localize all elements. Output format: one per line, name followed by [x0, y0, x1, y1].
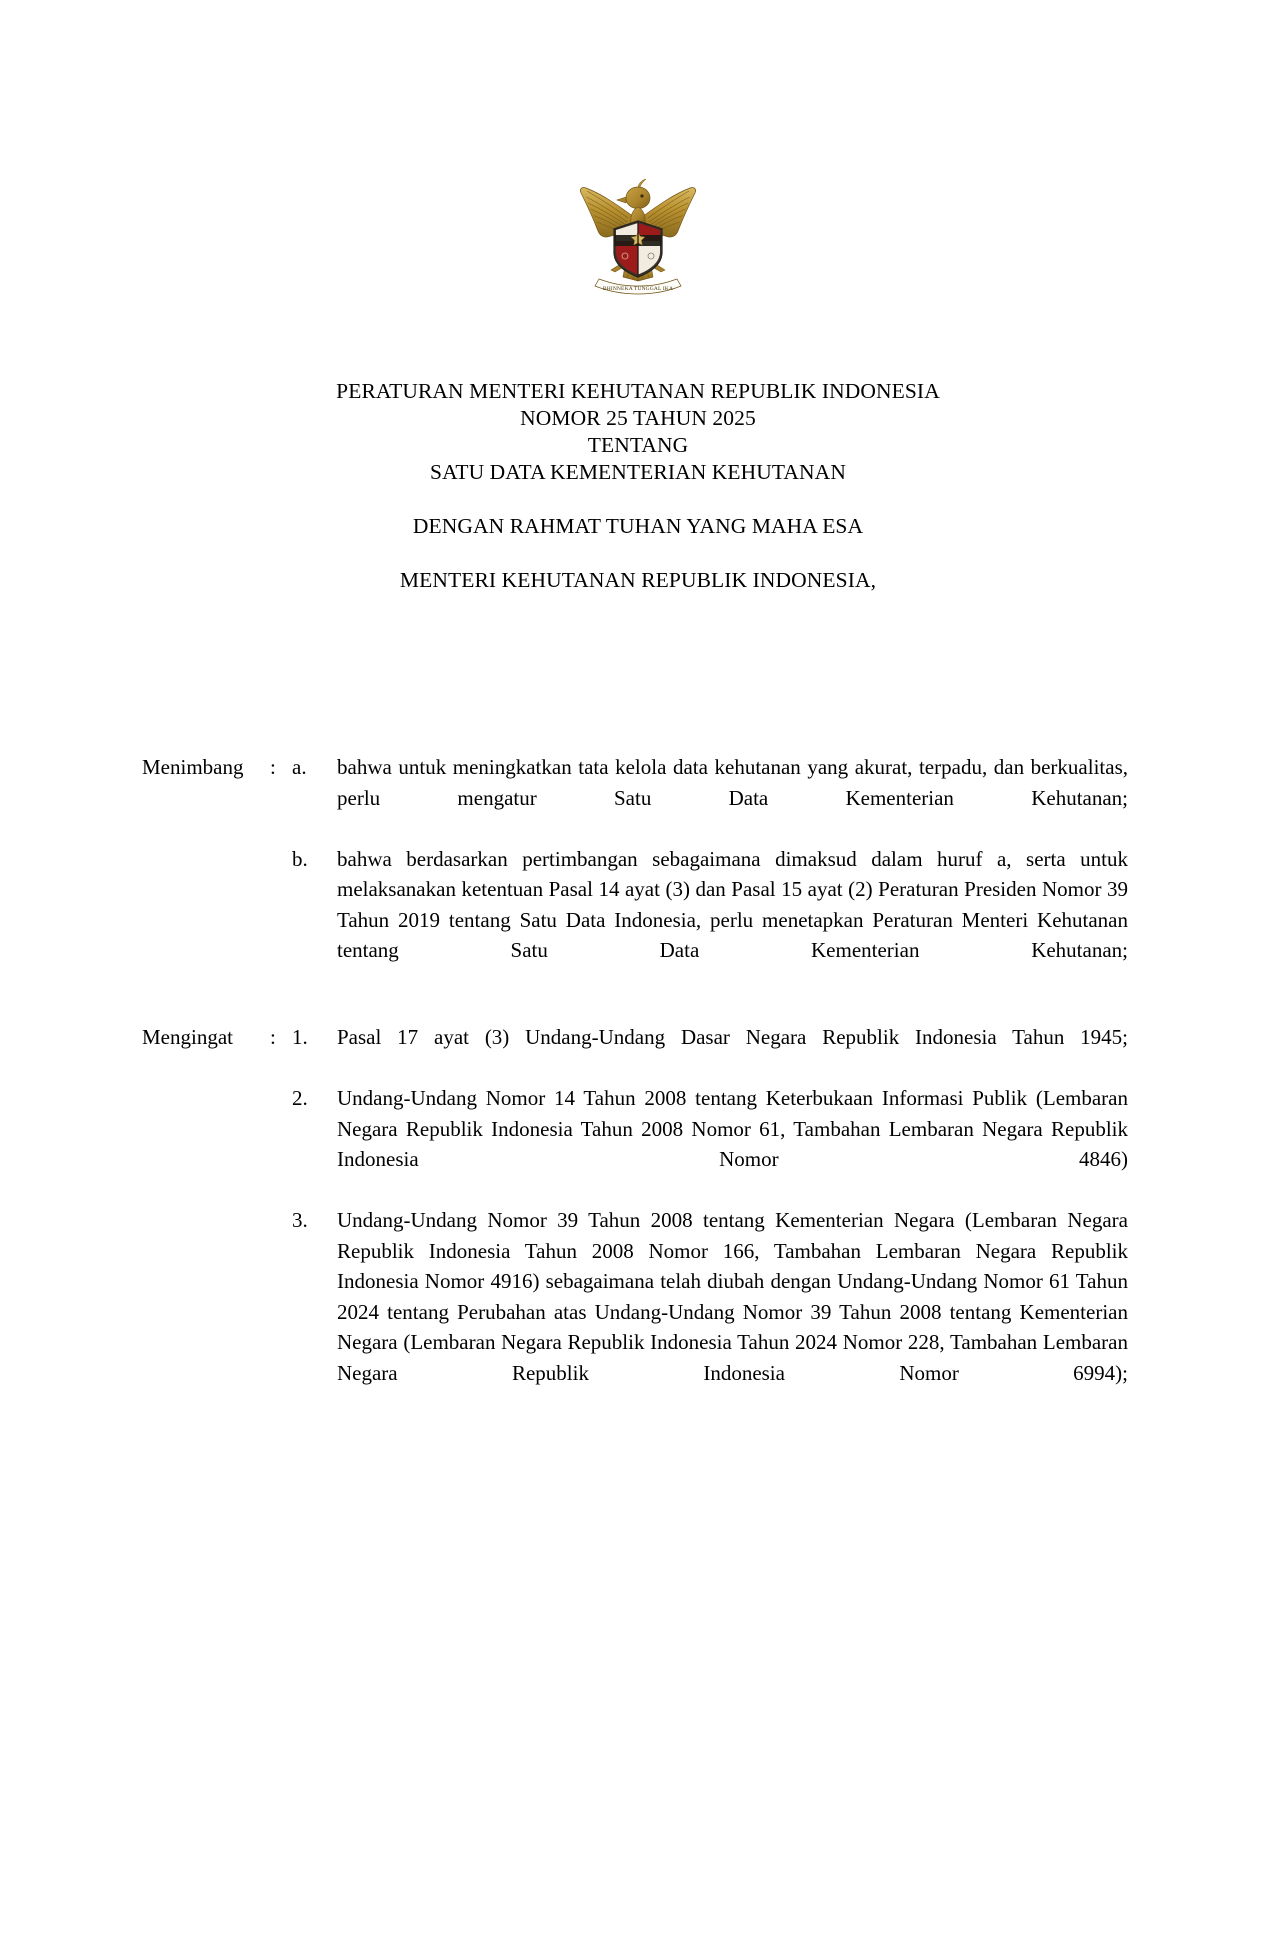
item-text: Undang-Undang Nomor 14 Tahun 2008 tentang Keterbukaan Informasi Publik (Lembaran Negara Republik Indonesia Tahun 2008 Nomor 61, Tambahan Lembaran Negara Republik Indonesia Nomor 4846) — [337, 1086, 1128, 1171]
emblem-container — [0, 158, 1276, 308]
title-line-1: PERATURAN MENTERI KEHUTANAN REPUBLIK INDONESIA — [336, 379, 940, 403]
item-text: Undang-Undang Nomor 39 Tahun 2008 tentang Kementerian Negara (Lembaran Negara Republik Indonesia Tahun 2008 Nomor 166, Tambahan Lembaran Negara Republik Indonesia Nomor 4916) sebagaimana telah diubah dengan Undang-Undang Nomor 61 Tahun 2024 tentang Perubahan atas Undang-Undang Nomor 39 Tahun 2008 tentang Kementerian Negara (Lembaran Negara Republik Indonesia Tahun 2024 Nomor 228, Tambahan Lembaran Negara Republik Indonesia Nomor 6994); — [337, 1208, 1128, 1385]
invocation-line: DENGAN RAHMAT TUHAN YANG MAHA ESA — [412, 514, 864, 538]
list-item — [292, 844, 1128, 997]
title-spacer-1 — [0, 486, 1276, 513]
list-item — [292, 1205, 1128, 1419]
title-line-2: NOMOR 25 TAHUN 2025 — [520, 406, 756, 430]
clause-colon-menimbang: : — [270, 755, 276, 779]
title-block — [0, 378, 1276, 594]
clause-colon-mengingat: : — [270, 1025, 276, 1049]
list-item — [292, 1022, 1128, 1083]
title-spacer-2 — [0, 540, 1276, 567]
item-marker: 1. — [292, 1025, 308, 1049]
item-text: bahwa berdasarkan pertimbangan sebagaimana dimaksud dalam huruf a, serta untuk melaksanakan ketentuan Pasal 14 ayat (3) dan Pasal 15 ayat (2) Peraturan Presiden Nomor 39 Tahun 2019 tentang Satu Data Indonesia, perlu menetapkan Peraturan Menteri Kehutanan tentang Satu Data Kementerian Kehutanan; — [337, 846, 1128, 962]
garuda-head — [617, 179, 650, 209]
motto-text: BHINNEKA TUNGGAL IKA — [602, 286, 674, 292]
list-item — [292, 752, 1128, 844]
clause-label-menimbang: Menimbang — [142, 755, 244, 779]
item-marker: a. — [292, 755, 307, 779]
clause-items-menimbang — [292, 752, 1128, 996]
clause-label-mengingat: Mengingat — [142, 1025, 233, 1049]
item-text: bahwa untuk meningkatkan tata kelola data kehutanan yang akurat, terpadu, dan berkualitas, perlu mengatur Satu Data Kementerian Kehutanan; — [337, 755, 1128, 810]
signatory-heading: MENTERI KEHUTANAN REPUBLIK INDONESIA, — [399, 568, 877, 592]
title-line-4: SATU DATA KEMENTERIAN KEHUTANAN — [430, 460, 846, 484]
clause-mengingat — [0, 1022, 1276, 1419]
clause-menimbang — [0, 752, 1276, 996]
item-marker: b. — [292, 846, 308, 871]
item-text: Pasal 17 ayat (3) Undang-Undang Dasar Negara Republik Indonesia Tahun 1945; — [337, 1025, 1128, 1049]
item-marker: 2. — [292, 1086, 308, 1110]
list-item — [292, 1083, 1128, 1205]
considerans-body — [0, 752, 1276, 1419]
title-line-3: TENTANG — [587, 433, 689, 457]
item-marker: 3. — [292, 1208, 308, 1232]
clause-items-mengingat — [292, 1022, 1128, 1419]
garuda-pancasila-emblem — [563, 158, 713, 308]
